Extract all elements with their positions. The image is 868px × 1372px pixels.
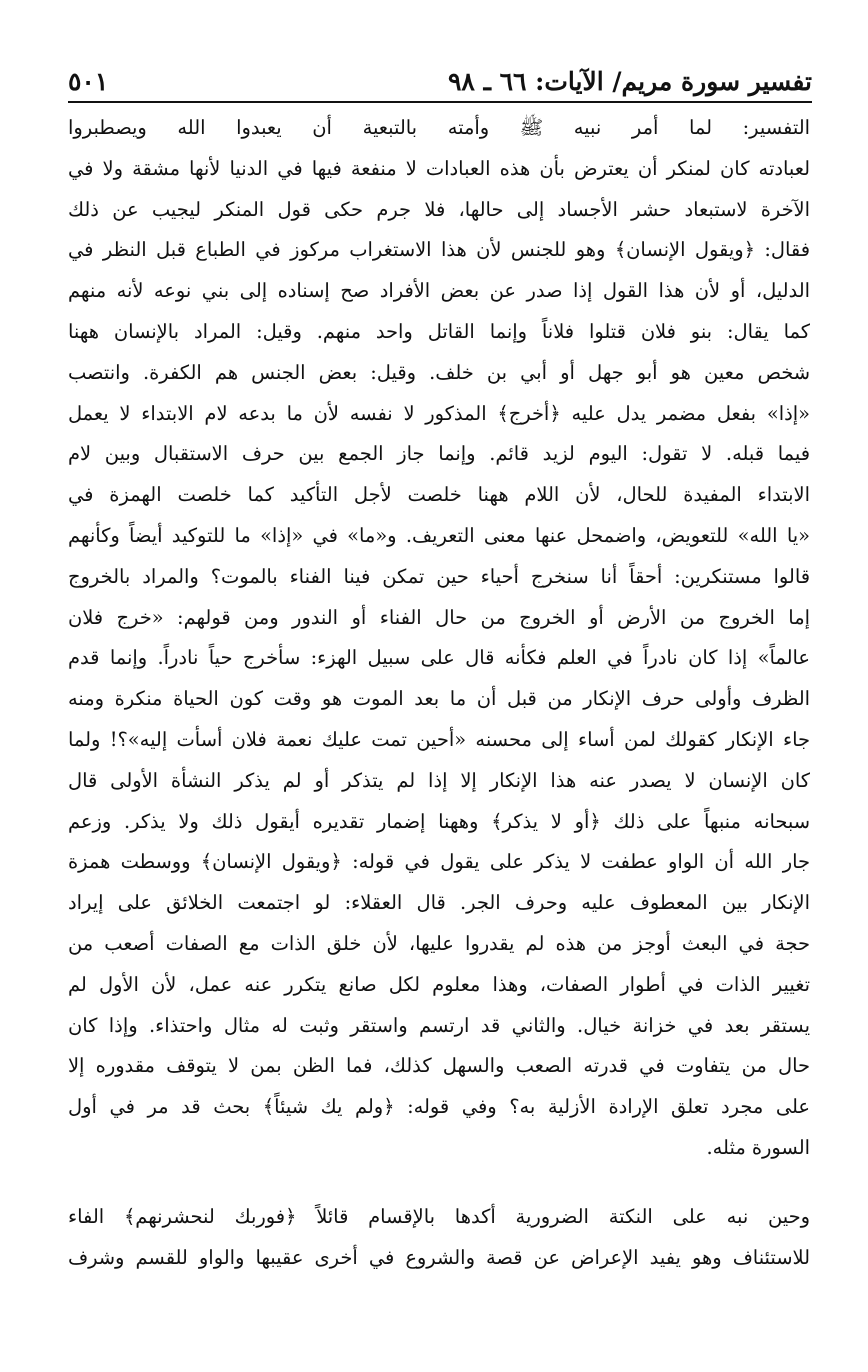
running-title: تفسير سورة مريم/ الآيات: ٦٦ ـ ٩٨ <box>448 67 812 96</box>
text-line: إما الخروج من الأرض أو الخروج من حال الفناء أو الندور ومن قولهم: «خرج فلان <box>68 605 810 629</box>
text-line: للاستئناف وهو يفيد الإعراض عن قصة والشروع في أخرى عقيبها والواو للقسم وشرف <box>68 1245 810 1269</box>
text-line: «إذا» بفعل مضمر يدل عليه ﴿أخرج﴾ المذكور لا نفسه لأن ما بدعه لام الابتداء لا يعمل <box>68 401 810 425</box>
page-number: ٥٠١ <box>68 67 109 96</box>
text-line: الإنكار بين المعطوف عليه وحرف الجر. قال العقلاء: لو اجتمعت الخلائق على إيراد <box>68 891 810 915</box>
text-line: على مجرد تعلق الإرادة الأزلية به؟ وفي قوله: ﴿ولم يك شيئاً﴾ بحث قد مر في أول <box>68 1095 810 1119</box>
text-line: فيما قبله. لا تقول: اليوم لزيد قائم. وإنما جاز الجمع بين حرف الاستقبال وبين لام <box>68 442 810 466</box>
text-line: وحين نبه على النكتة الضرورية أكدها بالإقسام قائلاً ﴿فوربك لنحشرنهم﴾ الفاء <box>68 1204 810 1228</box>
text-line: فقال: ﴿ويقول الإنسان﴾ وهو للجنس لأن هذا الاستغراب مركوز في الطباع قبل النظر في <box>68 238 810 262</box>
text-line: سبحانه منبهاً على ذلك ﴿أو لا يذكر﴾ وههنا إضمار تقديره أيقول ذلك ولا يذكر. وزعم <box>68 809 810 833</box>
text-line: كان الإنسان لا يصدر عنه هذا الإنكار إلا إذا لم يتذكر أو لم يذكر النشأة الأولى قال <box>68 768 810 792</box>
text-line: حجة في البعث أوجز من هذه لم يقدروا عليها، لأن خلق الذات مع الصفات أصعب من <box>68 931 810 955</box>
text-line: «يا الله» للتعويض، واضمحل عنها معنى التعريف. و«ما» في «إذا» ما للتوكيد أيضاً وكأنهم <box>68 523 810 547</box>
text-line: الابتداء المفيدة للحال، لأن اللام ههنا خلصت لأجل التأكيد كما خلصت الهمزة في <box>68 483 810 507</box>
text-line: تغيير الذات في أطوار الصفات، وهذا معلوم لكل صانع يتكرر عنه عمل، لأن الأول لم <box>68 972 810 996</box>
paragraph-tafsir <box>68 108 810 1169</box>
page-header <box>68 56 812 96</box>
header-divider <box>68 101 812 103</box>
text-line: لعبادته كان لمنكر أن يعترض بأن هذه العبادات لا منفعة فيها في الدنيا لأنها مشقة ولا في <box>68 156 810 180</box>
text-line: جاء الإنكار كقولك لمن أساء إلى محسنه «أحين تمت عليك نعمة فلان أسأت إليه»؟! ولما <box>68 727 810 751</box>
text-line: قالوا مستنكرين: أحقاً أنا سنخرج أحياء حين تمكن فينا الفناء بالموت؟ والمراد بالخروج <box>68 564 810 588</box>
text-line: السورة مثله. <box>706 1135 810 1159</box>
text-line: الظرف وأولى حرف الإنكار من قبل أن ما بعد الموت هو وقت كون الحياة منكرة ومنه <box>68 687 810 711</box>
paragraph-continuation <box>68 1197 810 1279</box>
text-line: جار الله أن الواو عطفت لا يذكر على يقول في قوله: ﴿ويقول الإنسان﴾ ووسطت همزة <box>68 850 810 874</box>
text-line: يستقر بعد في خزانة خيال. والثاني قد ارتسم واستقر وثبت له مثال واحتذاء. وإذا كان <box>68 1013 810 1037</box>
text-line: عالماً» إذا كان نادراً في العلم فكأنه قال على سبيل الهزء: سأخرج حياً نادراً. وإنما قدم <box>68 646 810 670</box>
text-line: شخص معين هو أبو جهل أو أبي بن خلف. وقيل: بعض الجنس هم الكفرة. وانتصب <box>68 360 810 384</box>
text-line: الدليل، أو لأن هذا القول إذا صدر عن بعض الأفراد صح إسناده إلى بني نوعه لأنه منهم <box>68 279 810 303</box>
body-text <box>68 108 810 1278</box>
text-line: كما يقال: بنو فلان قتلوا فلاناً وإنما القاتل واحد منهم. وقيل: المراد بالإنسان ههنا <box>68 319 810 343</box>
text-line: التفسير: لما أمر نبيه ﷺ وأمته بالتبعية أن يعبدوا الله ويصطبروا <box>68 116 810 139</box>
paragraph-spacer <box>68 1169 810 1197</box>
text-line: الآخرة لاستبعاد حشر الأجساد إلى حالها، فلا جرم حكى قول المنكر ليجيب عن ذلك <box>68 197 810 221</box>
text-line: حال من يتفاوت في قدرته الصعب والسهل كذلك، فما الظن بمن لا يتوقف مقدوره إلا <box>68 1054 810 1078</box>
